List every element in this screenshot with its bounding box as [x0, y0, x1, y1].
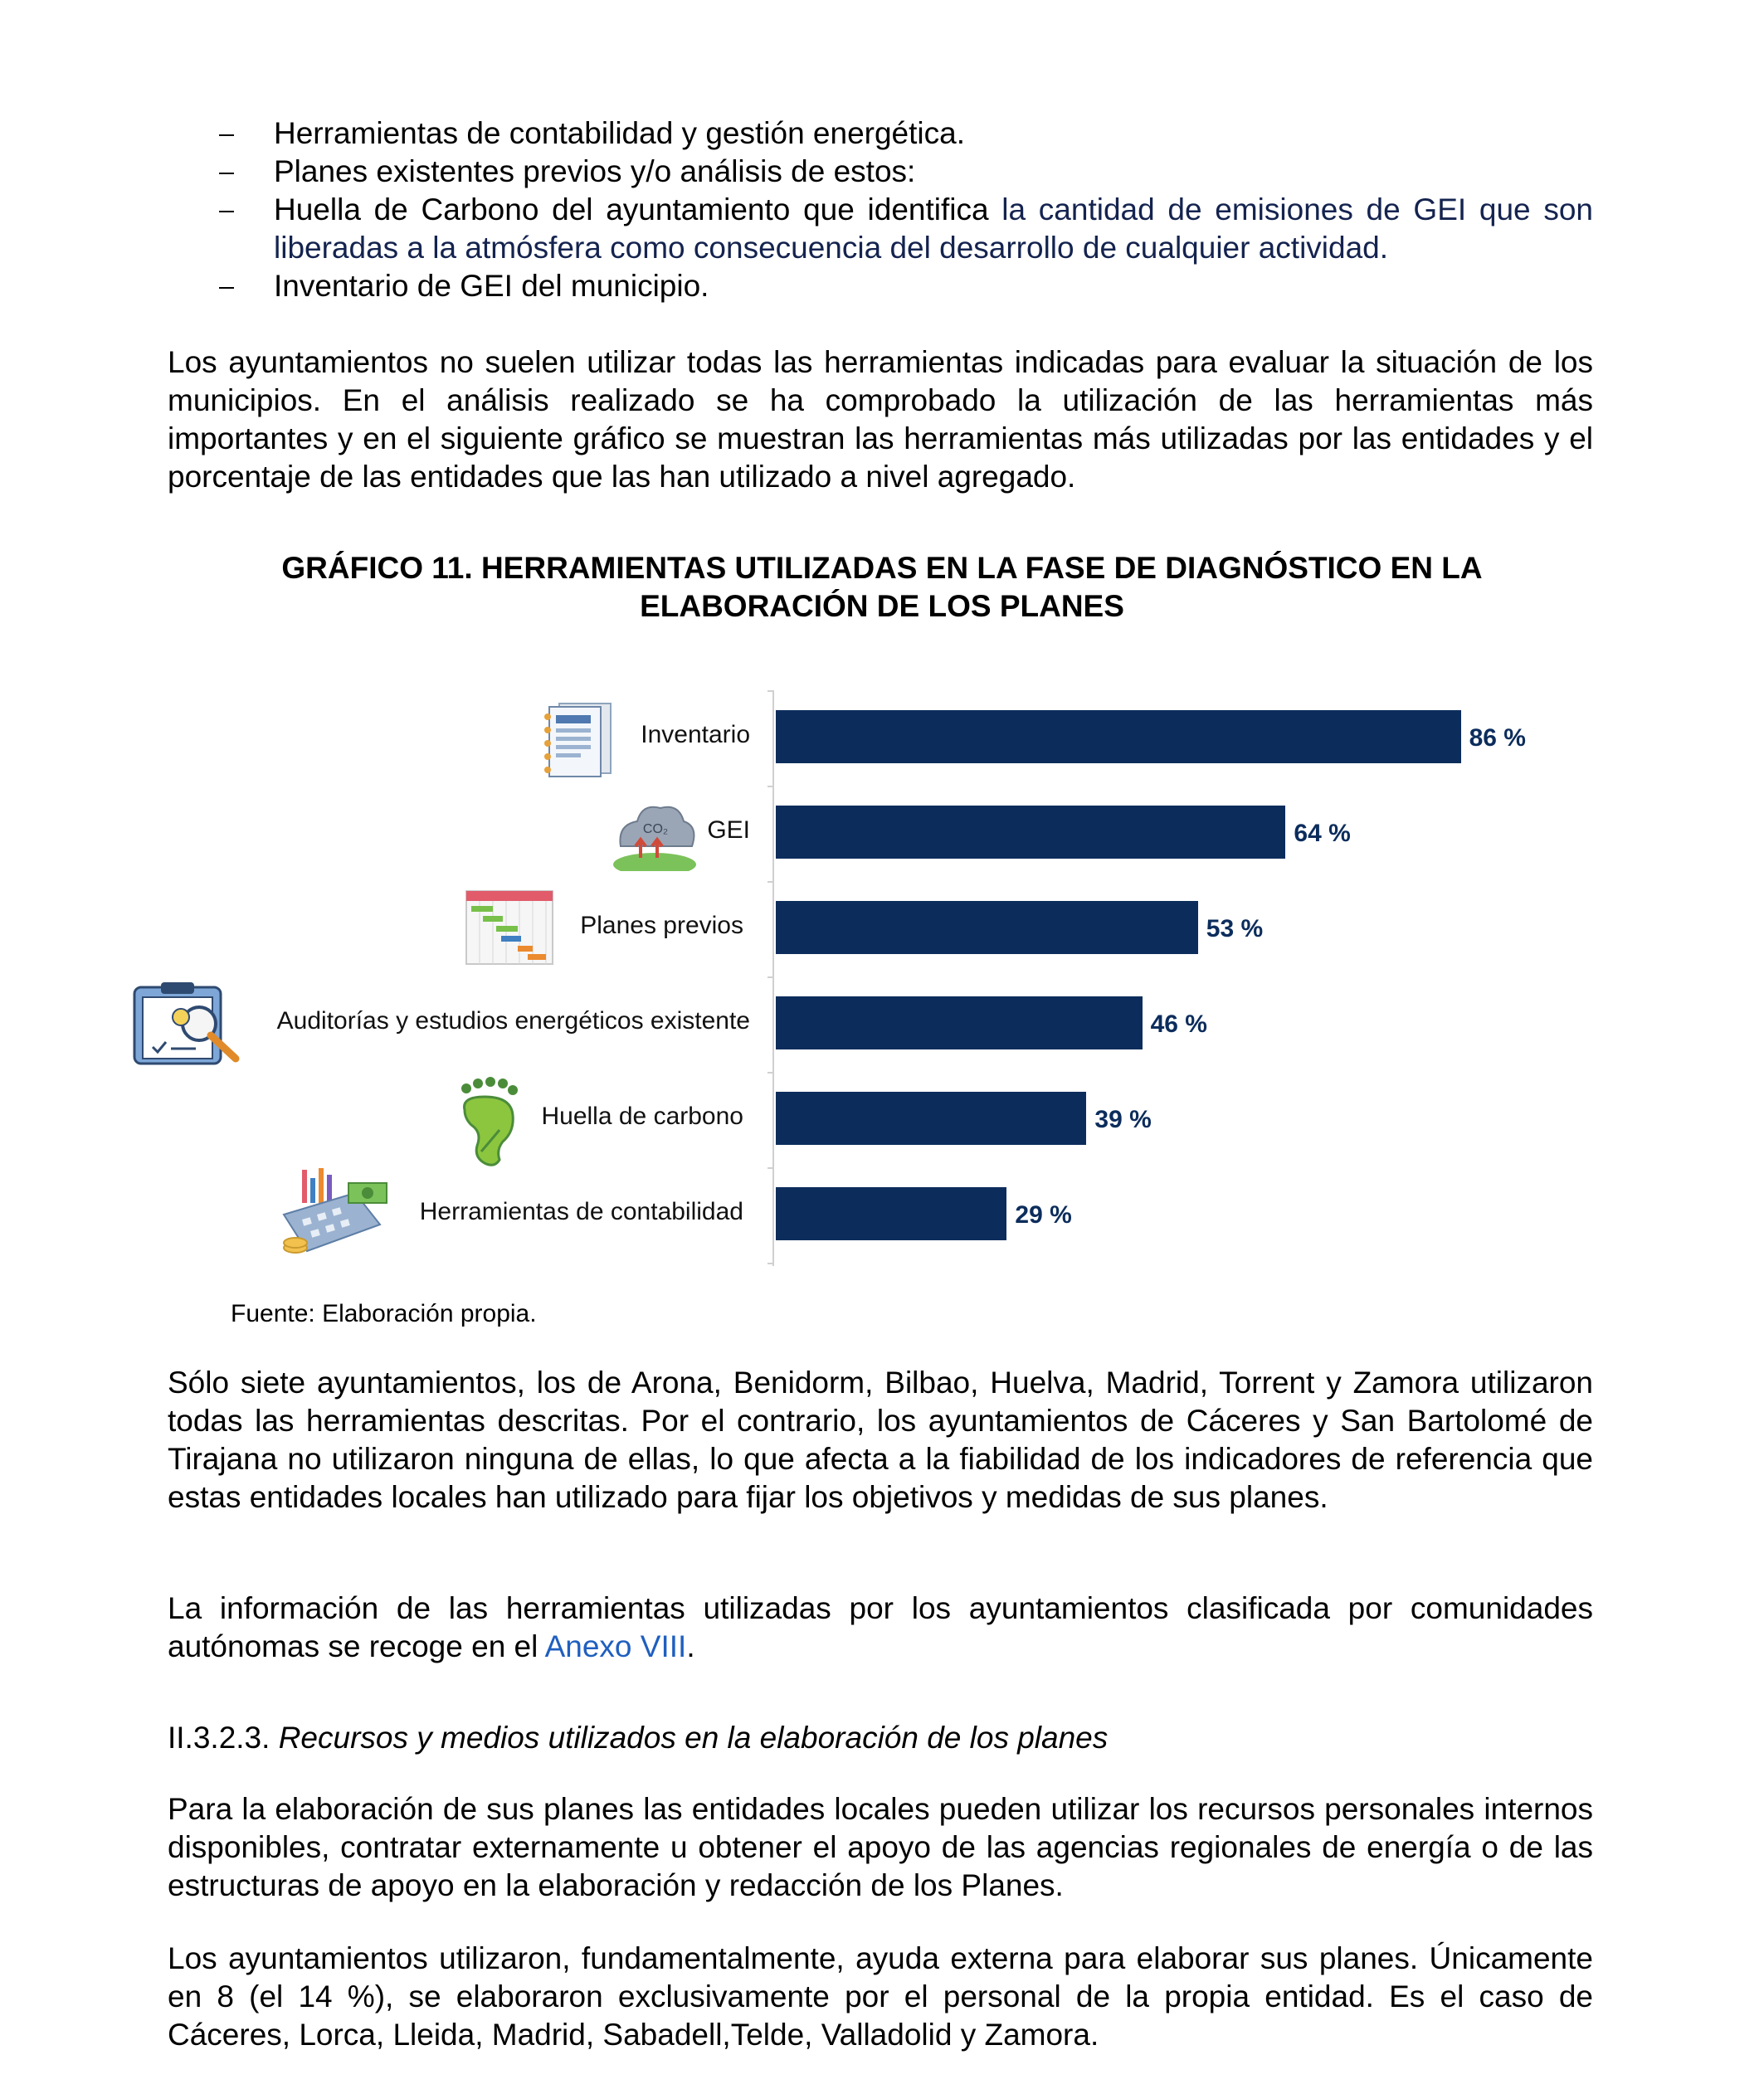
- bar-value-label: 39 %: [1094, 1106, 1152, 1133]
- category-label: GEI: [707, 816, 750, 844]
- bar-value-label: 86 %: [1469, 724, 1526, 752]
- axis-tick: [767, 1167, 774, 1169]
- category-label: Inventario: [641, 721, 750, 748]
- category-label: Huella de carbono: [541, 1103, 743, 1130]
- section-heading: II.3.2.3. Recursos y medios utilizados en la elaboración de los planes: [168, 1721, 1109, 1755]
- axis-tick: [767, 786, 774, 787]
- list-item: Planes existentes previos y/o análisis de estos:: [274, 154, 916, 188]
- bar-value-label: 53 %: [1206, 915, 1264, 942]
- axis-tick: [767, 690, 774, 692]
- gantt-calendar-icon: [463, 888, 556, 967]
- category-label: Planes previos: [580, 912, 743, 939]
- accounting-icon: [277, 1165, 393, 1258]
- axis-tick: [767, 1263, 774, 1264]
- paragraph-results: Sólo siete ayuntamientos, los de Arona, Benidorm, Bilbao, Huelva, Madrid, Torrent y Zamora utilizaron todas las herramientas descritas. Por el contrario, los ayuntamientos de Cáceres y San Bartolomé de Tirajana no utilizaron ninguna de ellas, lo que afecta a la fiabilidad de los indicadores de referencia que estas entidades locales han utilizado para fijar los objetivos y medidas de sus planes.: [168, 1366, 1593, 1514]
- source-note: Fuente: Elaboración propia.: [231, 1300, 537, 1327]
- chart-axis: [772, 690, 774, 1266]
- bar-value-label: 29 %: [1015, 1201, 1072, 1229]
- axis-tick: [767, 881, 774, 883]
- bar: [776, 996, 1143, 1049]
- bar-value-label: 46 %: [1150, 1010, 1207, 1038]
- axis-tick: [767, 976, 774, 978]
- list-item: Huella de Carbono del ayuntamiento que identifica la cantidad de emisiones de GEI que son liberadas a la atmósfera como consecuencia del desarrollo de cualquier actividad.: [274, 192, 1593, 265]
- annex-link[interactable]: Anexo VIII: [544, 1629, 687, 1663]
- bar: [776, 806, 1285, 859]
- bar: [776, 710, 1461, 763]
- paragraph-annex: La información de las herramientas utilizadas por los ayuntamientos clasificada por comunidades autónomas se recoge en el Anexo VIII.: [168, 1591, 1593, 1663]
- paragraph-external-help: Los ayuntamientos utilizaron, fundamentalmente, ayuda externa para elaborar sus planes. Únicamente en 8 (el 14 %), se elaboraron exclusivamente por el personal de la propia entidad. Es el caso de Cáceres, Lorca, Lleida, Madrid, Sabadell,Telde, Valladolid y Zamora.: [168, 1941, 1593, 2052]
- paragraph-resources: Para la elaboración de sus planes las entidades locales pueden utilizar los recursos personales internos disponibles, contratar externamente u obtener el apoyo de las agencias regionales de energía o de las estructuras de apoyo en la elaboración y redacción de los Planes.: [168, 1792, 1593, 1902]
- category-label: Herramientas de contabilidad: [419, 1198, 743, 1225]
- list-item: Herramientas de contabilidad y gestión energética.: [274, 116, 965, 150]
- axis-tick: [767, 1072, 774, 1074]
- clipboard-magnifier-icon: [129, 981, 246, 1067]
- svg-text:CO₂: CO₂: [642, 822, 669, 836]
- chart-title: GRÁFICO 11. HERRAMIENTAS UTILIZADAS EN LA FASE DE DIAGNÓSTICO EN LA ELABORACIÓN DE LOS PLANES: [281, 551, 1483, 623]
- bar: [776, 1092, 1086, 1145]
- co2-cloud-icon: [609, 788, 700, 871]
- footprint-icon: [453, 1077, 528, 1168]
- bar: [776, 901, 1198, 954]
- notebook-icon: [534, 697, 627, 780]
- category-label: Auditorías y estudios energéticos existente: [276, 1007, 750, 1035]
- paragraph-intro: Los ayuntamientos no suelen utilizar todas las herramientas indicadas para evaluar la situación de los municipios. En el análisis realizado se ha comprobado la utilización de las herramientas más importantes y en el siguiente gráfico se muestran las herramientas más utilizadas por las entidades y el porcentaje de las entidades que las han utilizado a nivel agregado.: [168, 345, 1593, 494]
- bar-value-label: 64 %: [1294, 820, 1351, 847]
- bar: [776, 1187, 1006, 1240]
- list-item: Inventario de GEI del municipio.: [274, 269, 709, 303]
